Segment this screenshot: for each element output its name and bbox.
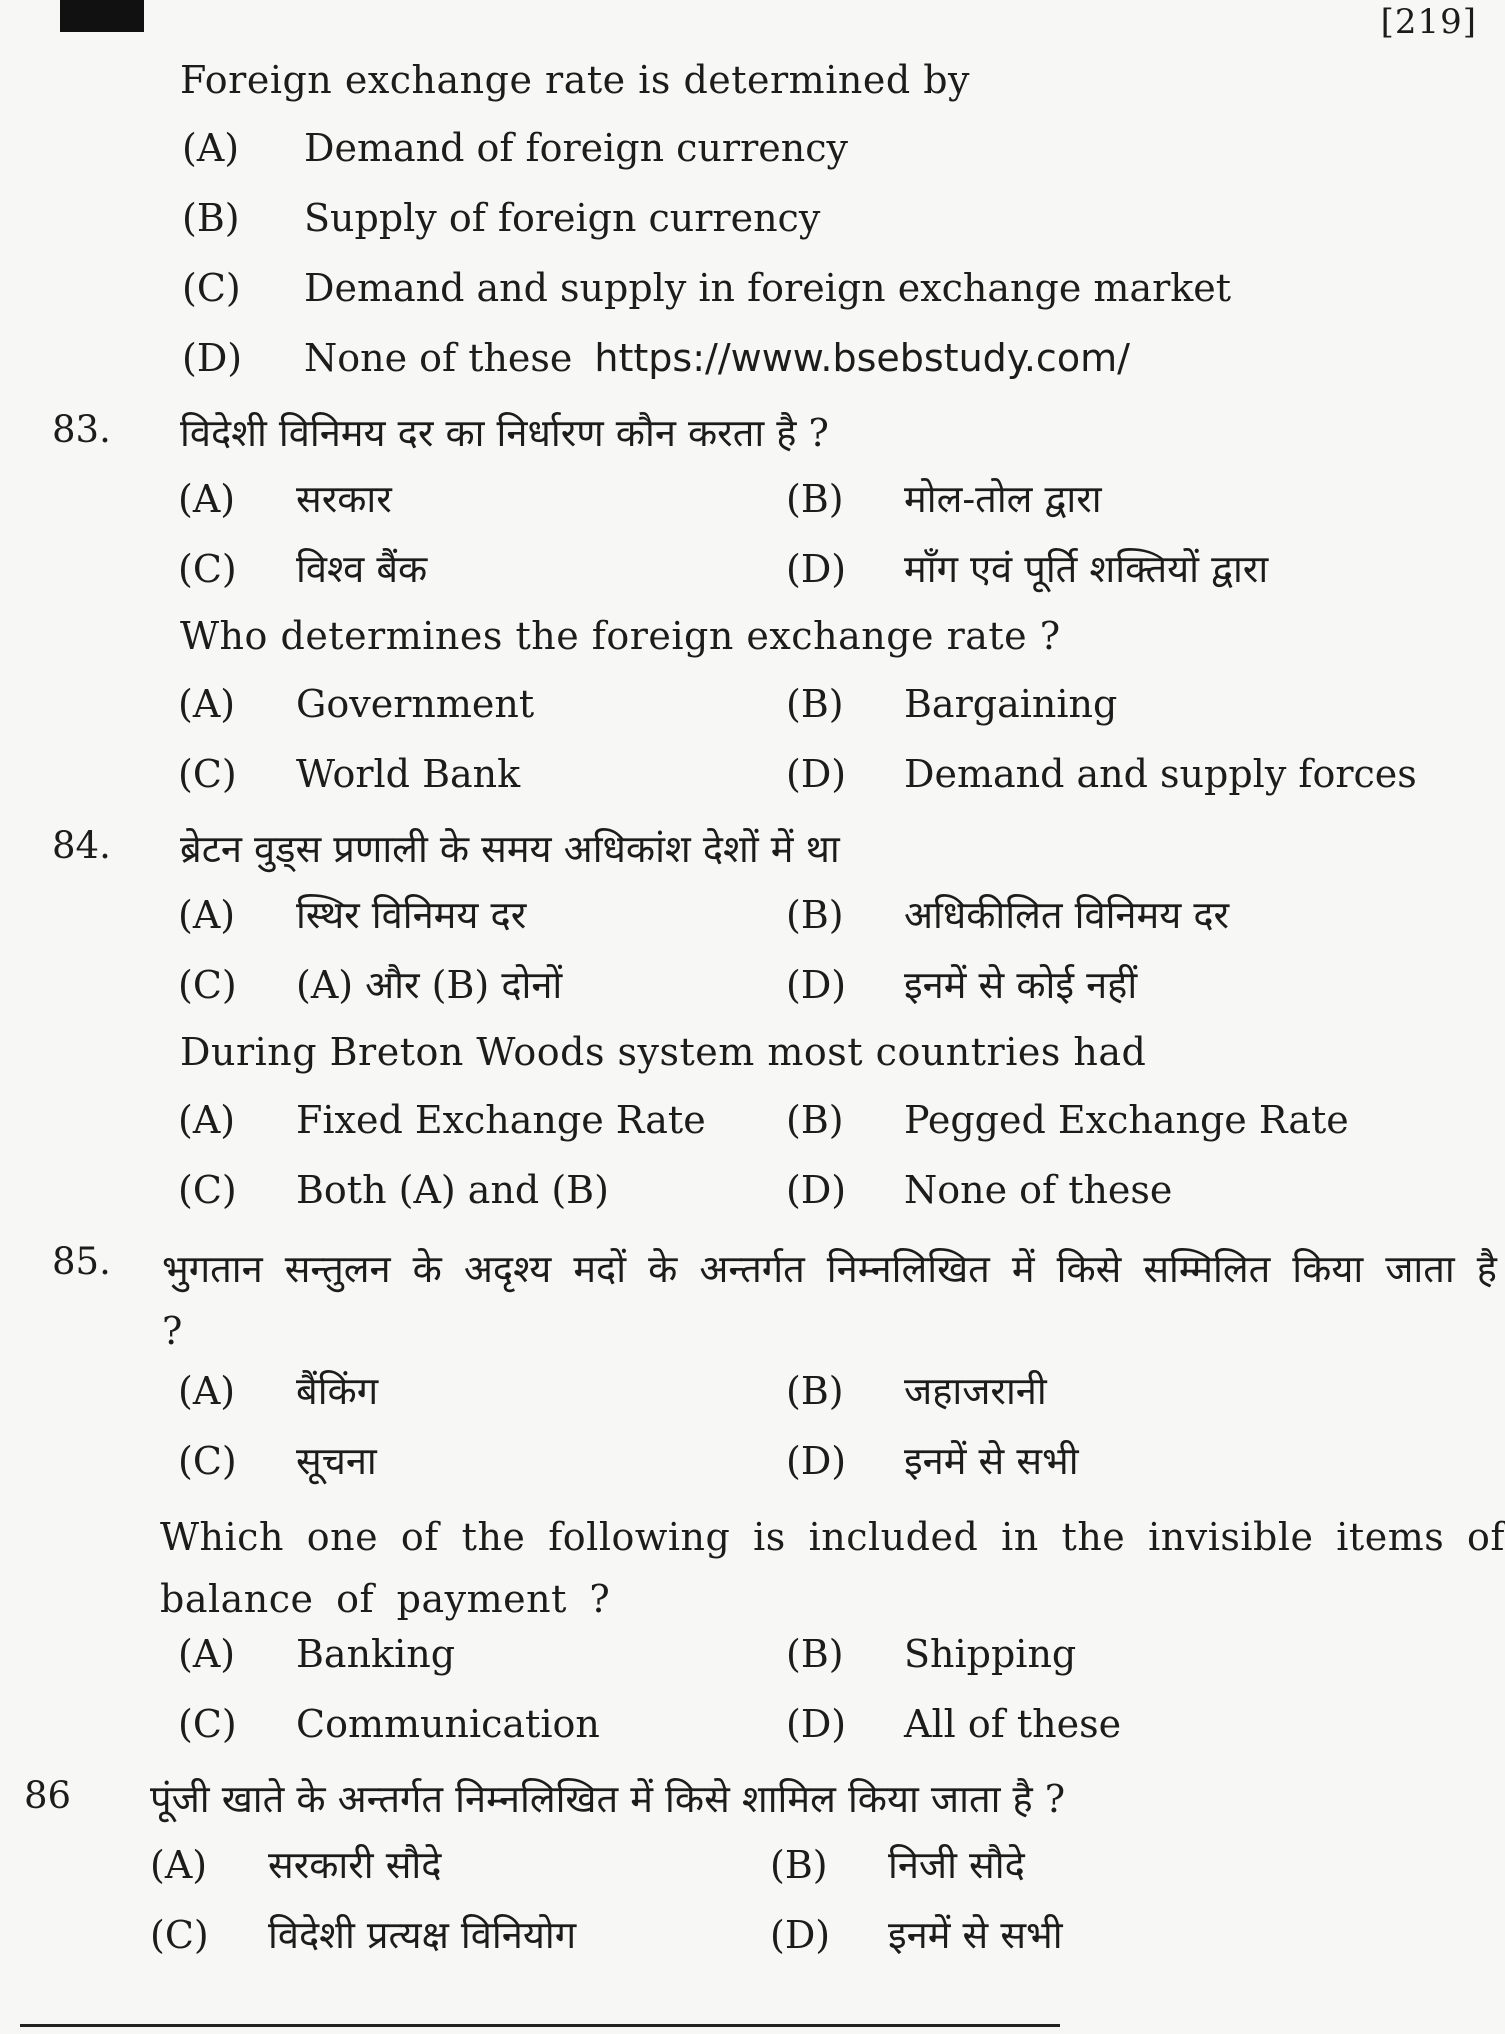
option-a-en[interactable]: (A) Government (178, 682, 535, 726)
question-84 (0, 816, 1505, 1232)
option-row (0, 1428, 1505, 1498)
option-d-hi[interactable]: (D) इनमें से कोई नहीं (786, 963, 1138, 1007)
option-a-en[interactable]: (A) Banking (178, 1632, 456, 1676)
question-stem-en: During Breton Woods system most countries had (180, 1030, 1147, 1074)
option-d-en[interactable]: (D) All of these (786, 1702, 1122, 1746)
option-b-en[interactable]: (B) Shipping (786, 1632, 1077, 1676)
option-b-en[interactable]: (B) Bargaining (786, 682, 1118, 726)
question-number: 85. (52, 1240, 111, 1283)
option-row (0, 536, 1505, 606)
option-c[interactable]: (C) Demand and supply in foreign exchange market (182, 266, 1232, 310)
option-row (0, 746, 1505, 816)
option-d-hi[interactable]: (D) माँग एवं पूर्ति शक्तियों द्वारा (786, 547, 1269, 591)
option-d-en[interactable]: (D) None of these (786, 1168, 1173, 1212)
option-b-hi[interactable]: (B) मोल-तोल द्वारा (786, 477, 1102, 521)
option-a-hi[interactable]: (A) स्थिर विनिमय दर (178, 893, 527, 937)
option-c-hi[interactable]: (C) सूचना (178, 1439, 377, 1483)
option-a-hi[interactable]: (A) सरकार (178, 477, 392, 521)
question-stem-en: Who determines the foreign exchange rate ? (180, 614, 1061, 658)
question-page (0, 50, 1505, 1972)
question-stem-en: Foreign exchange rate is determined by (180, 58, 971, 102)
option-row (0, 952, 1505, 1022)
option-a-en[interactable]: (A) Fixed Exchange Rate (178, 1098, 706, 1142)
option-row (0, 1358, 1505, 1428)
question-number: 86 (24, 1774, 72, 1817)
option-row (0, 1092, 1505, 1162)
option-row (0, 260, 1505, 330)
question-header (0, 1766, 1505, 1832)
option-row (0, 1696, 1505, 1766)
question-header (0, 1232, 1505, 1358)
question-text-hi: भुगतान सन्तुलन के अदृश्य मदों के अन्तर्गत निम्नलिखित में किसे सम्मिलित किया जाता है ? (162, 1247, 1497, 1353)
question-text-hi: विदेशी विनिमय दर का निर्धारण कौन करता है ? (180, 411, 829, 455)
option-c-en[interactable]: (C) World Bank (178, 752, 521, 796)
option-a-hi[interactable]: (A) बैंकिंग (178, 1369, 379, 1413)
option-c-en[interactable]: (C) Communication (178, 1702, 600, 1746)
option-row (0, 882, 1505, 952)
bottom-rule (20, 2024, 1060, 2027)
option-row (0, 330, 1505, 400)
question-82 (0, 50, 1505, 400)
option-c-hi[interactable]: (C) विश्व बैंक (178, 547, 428, 591)
option-b-hi[interactable]: (B) निजी सौदे (770, 1843, 1025, 1887)
option-row (0, 190, 1505, 260)
question-header (0, 816, 1505, 882)
option-b-hi[interactable]: (B) अधिकीलित विनिमय दर (786, 893, 1230, 937)
option-c-hi[interactable]: (C) (A) और (B) दोनों (178, 963, 563, 1007)
question-86 (0, 1766, 1505, 1972)
option-d[interactable]: (D) None of these https://www.bsebstudy.com/ (182, 336, 1130, 380)
option-d-en[interactable]: (D) Demand and supply forces (786, 752, 1417, 796)
option-a-hi[interactable]: (A) सरकारी सौदे (150, 1843, 442, 1887)
source-url[interactable]: https://www.bsebstudy.com/ (594, 336, 1130, 380)
option-b[interactable]: (B) Supply of foreign currency (182, 196, 821, 240)
question-text-hi: पूंजी खाते के अन्तर्गत निम्नलिखित में किसे शामिल किया जाता है ? (150, 1777, 1066, 1821)
question-83 (0, 400, 1505, 816)
option-row (0, 1626, 1505, 1696)
page-corner-marker (60, 0, 144, 32)
question-85 (0, 1232, 1505, 1766)
option-c-en[interactable]: (C) Both (A) and (B) (178, 1168, 609, 1212)
option-d-hi[interactable]: (D) इनमें से सभी (786, 1439, 1079, 1483)
option-a[interactable]: (A) Demand of foreign currency (182, 126, 848, 170)
page-number: [219] (1380, 2, 1477, 42)
question-text-hi: ब्रेटन वुड्स प्रणाली के समय अधिकांश देशों में था (180, 827, 840, 871)
option-row (0, 1162, 1505, 1232)
question-number: 83. (52, 408, 111, 451)
option-row (0, 1832, 1505, 1902)
question-number: 84. (52, 824, 111, 867)
option-d-hi[interactable]: (D) इनमें से सभी (770, 1913, 1063, 1957)
option-b-hi[interactable]: (B) जहाजरानी (786, 1369, 1047, 1413)
question-stem-en: Which one of the following is included in the invisible items of balance of payment ? (160, 1515, 1505, 1621)
option-c-hi[interactable]: (C) विदेशी प्रत्यक्ष विनियोग (150, 1913, 577, 1957)
option-row (0, 466, 1505, 536)
option-row (0, 120, 1505, 190)
option-row (0, 676, 1505, 746)
option-row (0, 1902, 1505, 1972)
question-header (0, 400, 1505, 466)
option-b-en[interactable]: (B) Pegged Exchange Rate (786, 1098, 1349, 1142)
